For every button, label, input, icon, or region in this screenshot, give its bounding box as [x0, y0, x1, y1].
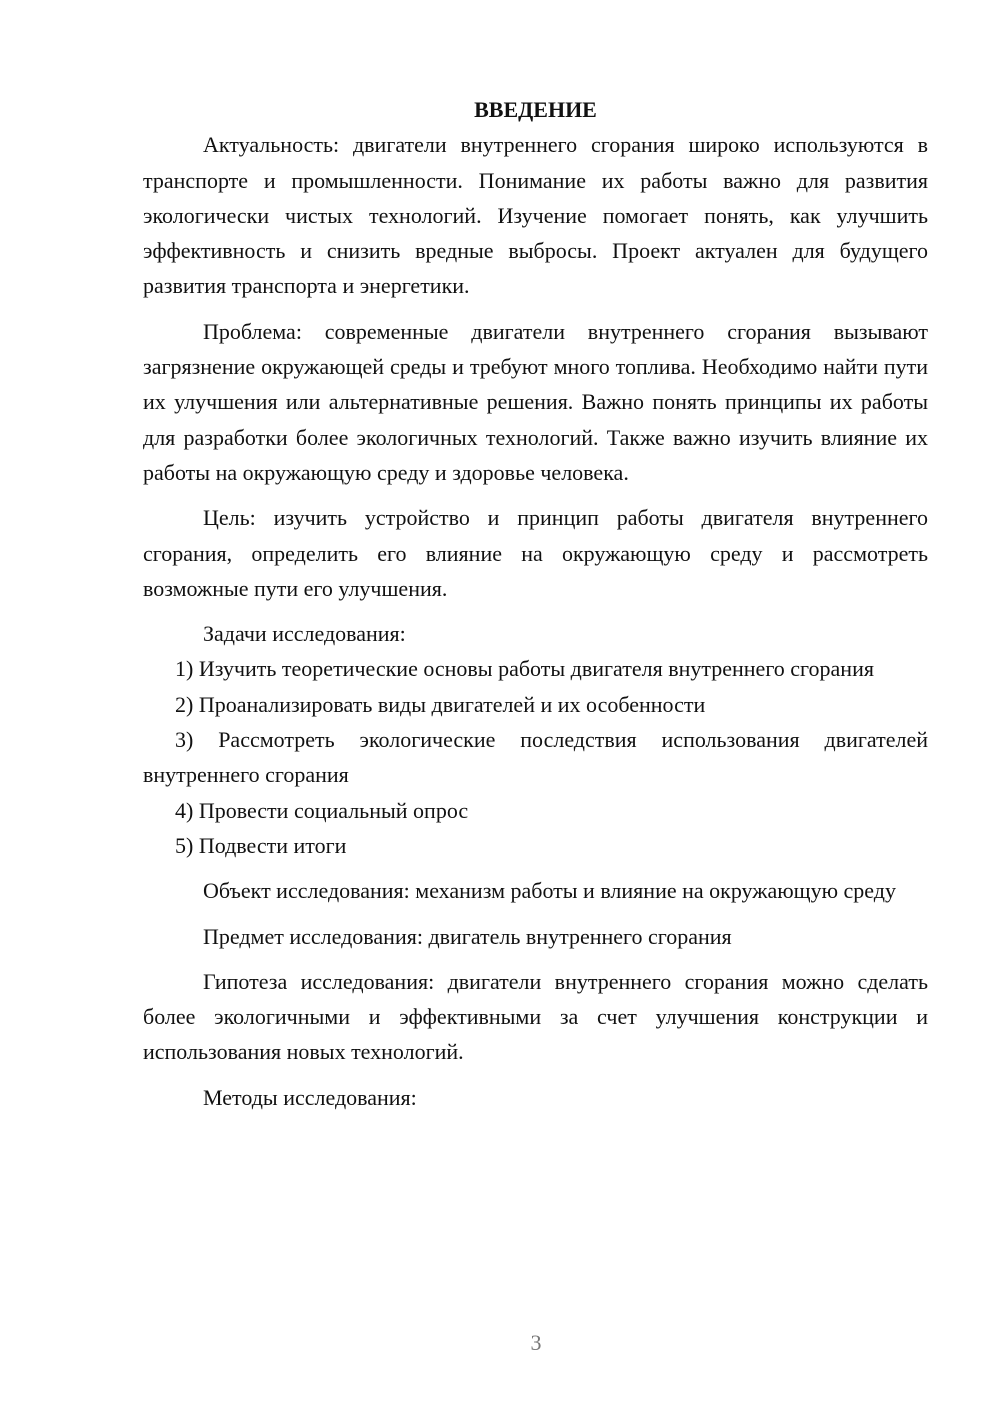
task-item-4: 4) Провести социальный опрос — [175, 797, 469, 823]
paragraph-relevance: Актуальность: двигатели внутреннего сгорания широко используются в транспорте и промышленности. Понимание их работы важно для развития экологически чистых технологий. Изучение помогает понять, как улучшить эффективность и снизить вредные выбросы. Проект актуален для будущего развития транспорта и энергетики. — [143, 132, 928, 299]
paragraph-hypothesis: Гипотеза исследования: двигатели внутреннего сгорания можно сделать более экологичными и эффективными за счет улучшения конструкции и использования новых технологий. — [143, 968, 928, 1065]
tasks-heading: Задачи исследования: — [203, 621, 406, 647]
task-item-5: 5) Подвести итоги — [175, 832, 347, 858]
paragraph-subject: Предмет исследования: двигатель внутреннего сгорания — [203, 923, 732, 949]
task-item-3: 3) Рассмотреть экологические последствия использования двигателей внутреннего сгорания — [143, 727, 928, 788]
document-body — [143, 92, 928, 1115]
paragraph-problem: Проблема: современные двигатели внутреннего сгорания вызывают загрязнение окружающей среды и требуют много топлива. Необходимо найти пути их улучшения или альтернативные решения. Важно понять принципы их работы для разработки более экологичных технологий. Также важно изучить влияние их работы на окружающую среду и здоровье человека. — [143, 318, 928, 485]
task-item-1: 1) Изучить теоретические основы работы двигателя внутреннего сгорания — [175, 656, 874, 682]
task-item-2: 2) Проанализировать виды двигателей и их особенности — [175, 691, 706, 717]
paragraph-object: Объект исследования: механизм работы и влияние на окружающую среду — [203, 878, 896, 904]
section-title: ВВЕДЕНИЕ — [474, 97, 597, 122]
methods-heading: Методы исследования: — [203, 1084, 417, 1110]
paragraph-goal: Цель: изучить устройство и принцип работы двигателя внутреннего сгорания, определить его влияние на окружающую среду и рассмотреть возможные пути его улучшения. — [143, 505, 928, 601]
page-number: 3 — [530, 1330, 542, 1355]
